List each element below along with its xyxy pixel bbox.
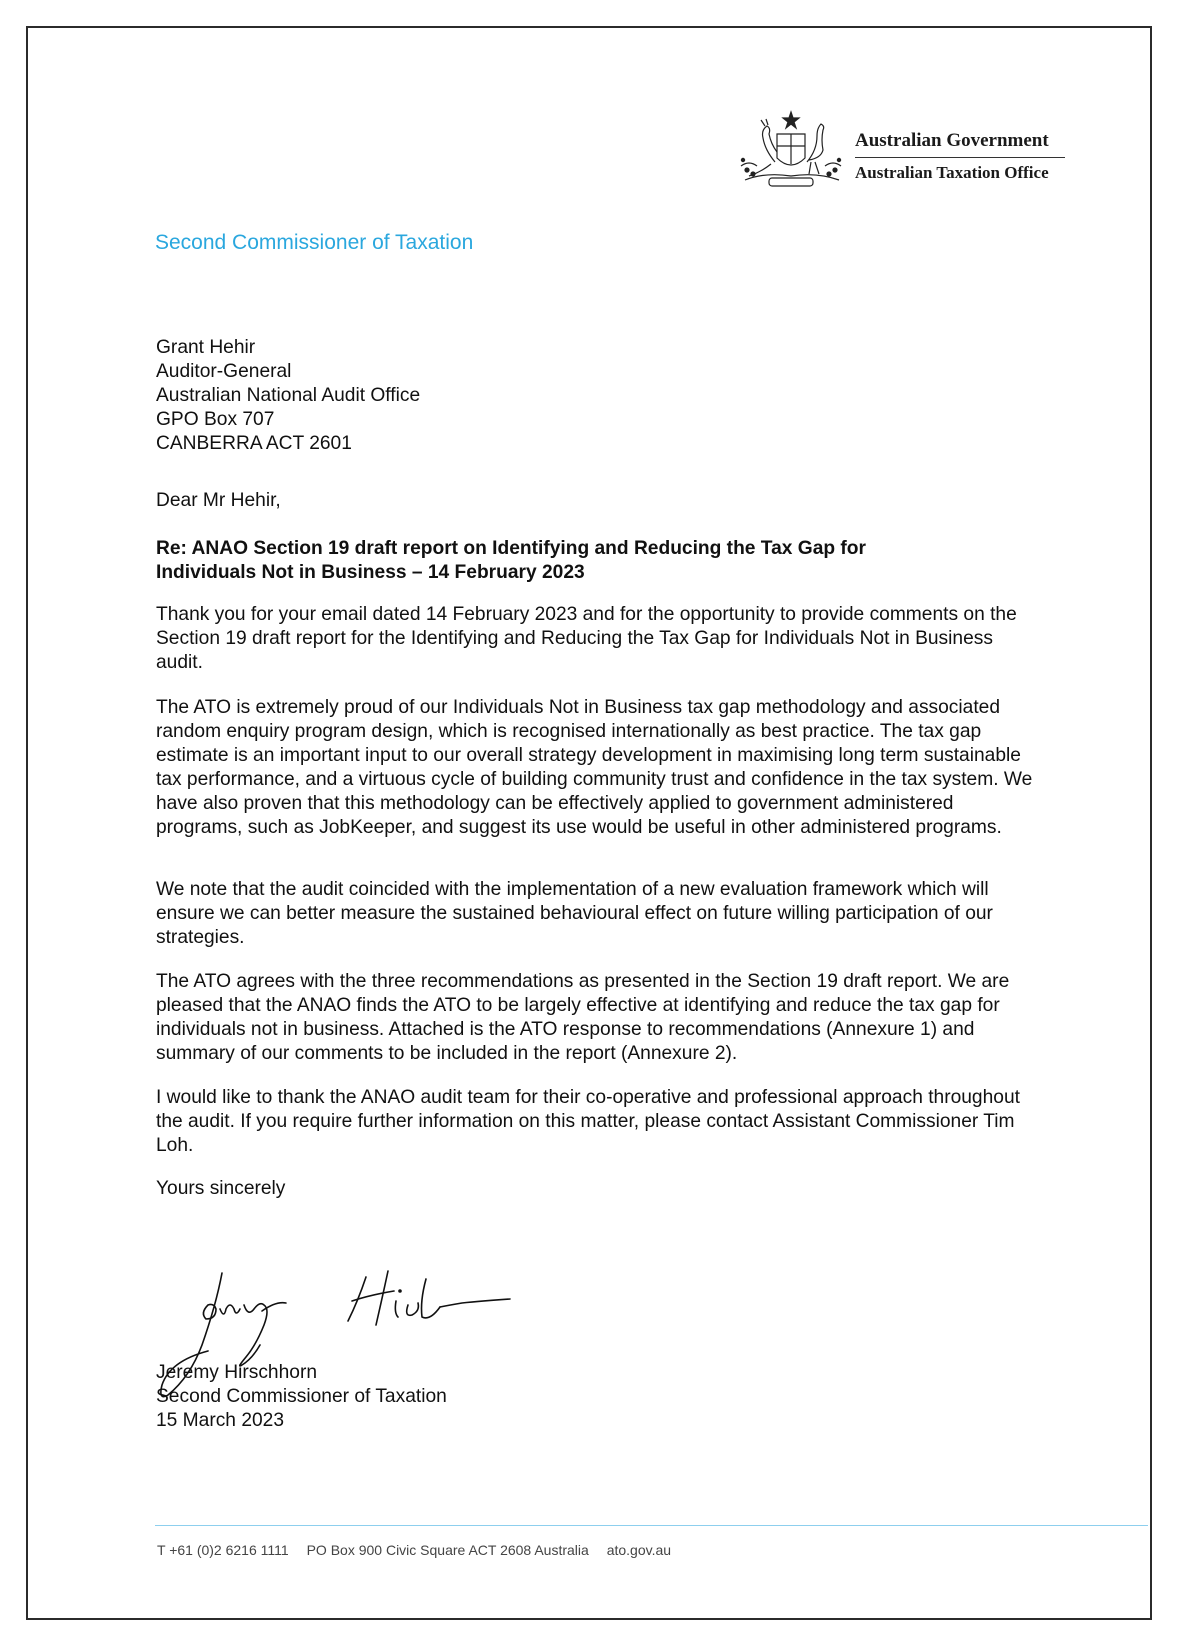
recipient-name: Grant Hehir xyxy=(156,337,256,358)
letter-date: 15 March 2023 xyxy=(156,1410,284,1431)
signature-block xyxy=(156,1361,1036,1433)
signatory-title: Second Commissioner of Taxation xyxy=(156,1386,447,1407)
letterhead xyxy=(855,130,1065,184)
closing: Yours sincerely xyxy=(156,1178,286,1199)
agency-name: Australian Taxation Office xyxy=(855,163,1049,182)
footer xyxy=(157,1542,685,1558)
recipient-organisation: Australian National Audit Office xyxy=(156,385,421,406)
coat-of-arms-icon xyxy=(735,110,847,192)
footer-divider xyxy=(155,1525,1148,1526)
signatory-name: Jeremy Hirschhorn xyxy=(156,1362,318,1383)
footer-address: PO Box 900 Civic Square ACT 2608 Australia xyxy=(306,1542,589,1558)
recipient-position: Auditor-General xyxy=(156,361,292,382)
paragraph-4: The ATO agrees with the three recommendations as presented in the Section 19 draft report. We are pleased that the ANAO finds the ATO to be largely effective at identifying and reduce the tax gap for individuals not in business. Attached is the ATO response to recommendations (Annexure 1) and summary of our comments to be included in the report (Annexure 2). xyxy=(156,971,1010,1064)
government-name: Australian Government xyxy=(855,130,1065,158)
footer-website[interactable]: ato.gov.au xyxy=(606,1542,672,1558)
subject-line-1: Re: ANAO Section 19 draft report on Identifying and Reducing the Tax Gap for xyxy=(156,538,866,559)
office-title: Second Commissioner of Taxation xyxy=(155,231,474,254)
subject-line xyxy=(156,537,1036,585)
subject-line-2: Individuals Not in Business – 14 February 2023 xyxy=(156,562,585,583)
recipient-address xyxy=(156,336,1036,456)
paragraph-1: Thank you for your email dated 14 February 2023 and for the opportunity to provide comments on the Section 19 draft report for the Identifying and Reducing the Tax Gap for Individuals Not in Business audit. xyxy=(156,604,1017,673)
recipient-po-box: GPO Box 707 xyxy=(156,409,275,430)
paragraph-2: The ATO is extremely proud of our Individuals Not in Business tax gap methodology and associated random enquiry program design, which is recognised internationally as best practice. The tax gap estimate is an important input to our overall strategy development in maximising long term sustainable tax performance, and a virtuous cycle of building community trust and confidence in the tax system. We have also proven that this methodology can be effectively applied to government administered programs, such as JobKeeper, and suggest its use would be useful in other administered programs. xyxy=(156,697,1033,838)
paragraph-5: I would like to thank the ANAO audit team for their co-operative and professional approach throughout the audit. If you require further information on this matter, please contact Assistant Commissioner Tim Loh. xyxy=(156,1087,1020,1156)
salutation: Dear Mr Hehir, xyxy=(156,490,281,511)
paragraph-3: We note that the audit coincided with the implementation of a new evaluation framework which will ensure we can better measure the sustained behavioural effect on future willing participation of our strategies. xyxy=(156,879,993,948)
recipient-city: CANBERRA ACT 2601 xyxy=(156,433,352,454)
footer-phone: T +61 (0)2 6216 1111 xyxy=(157,1542,289,1558)
